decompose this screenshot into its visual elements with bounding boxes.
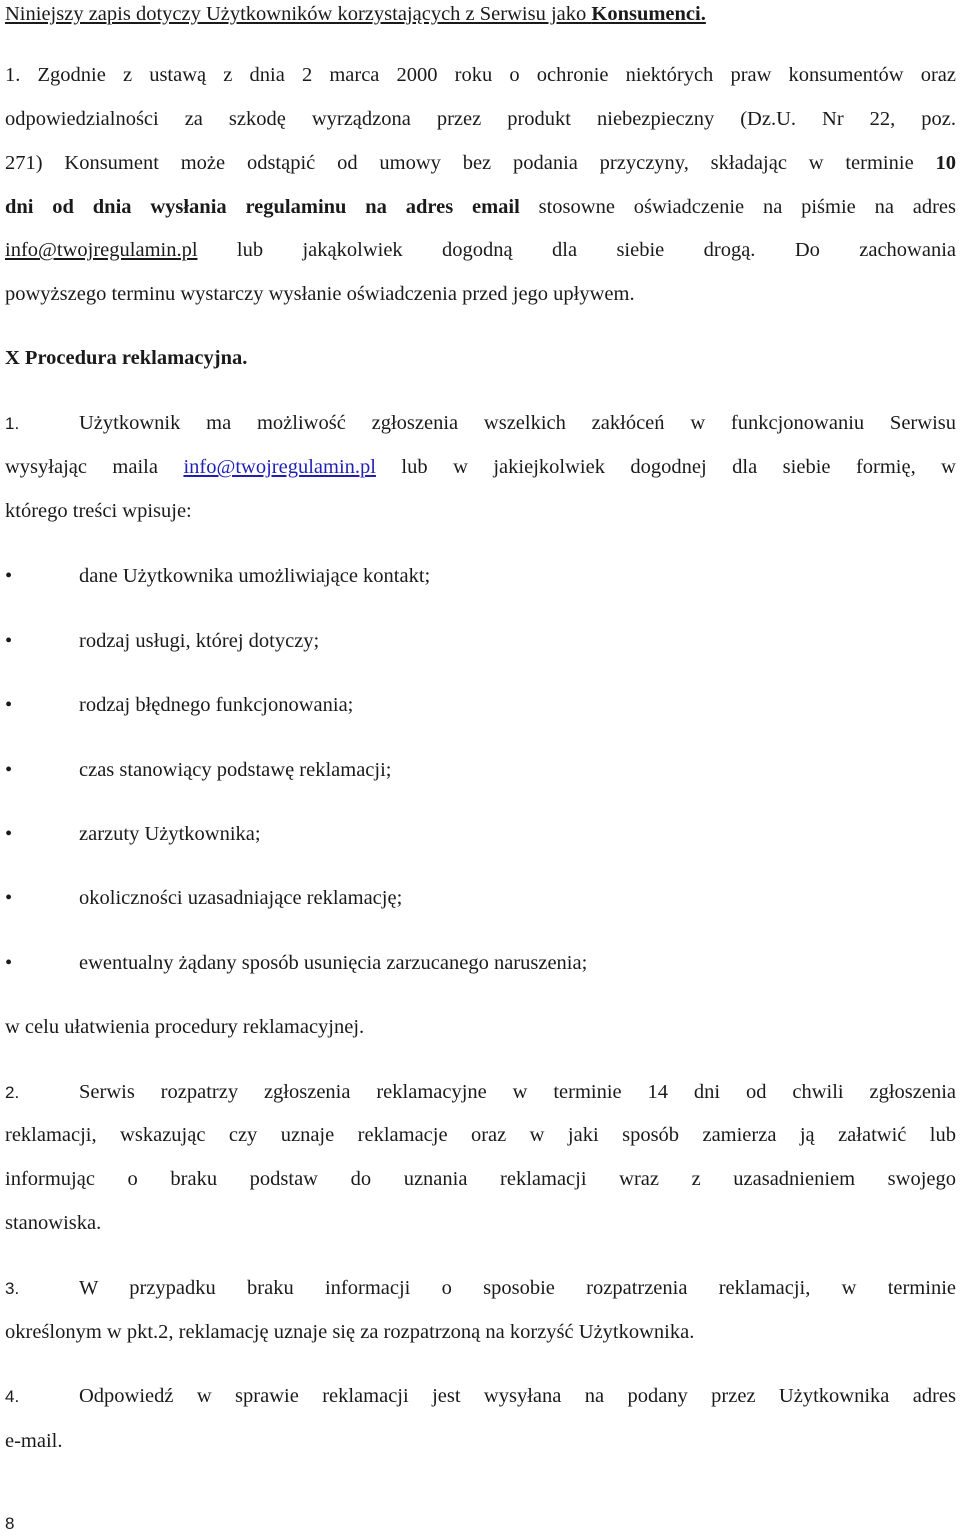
section1-line4-bold: dni od dnia wysłania regulaminu na adres email	[5, 196, 520, 218]
item4-line2	[5, 1427, 63, 1455]
item2-line4-text: stanowiska.	[5, 1212, 102, 1234]
item3-number: 3.	[5, 1279, 20, 1298]
item2-line2	[5, 1121, 956, 1149]
section1-line3	[5, 149, 956, 177]
item1-number: 1.	[5, 414, 20, 433]
item1-line3	[5, 497, 192, 525]
section1-line6	[5, 280, 635, 308]
section1-line2-text: odpowiedzialności za szkodę wyrządzona przez produkt niebezpieczny (Dz.U. Nr 22, poz.	[5, 108, 956, 130]
intro-prefix: Niniejszy zapis dotyczy Użytkowników korzystających z Serwisu jako	[5, 3, 592, 25]
section1-line3-text: 271) Konsument może odstąpić od umowy bez podania przyczyny, składając w terminie	[5, 152, 936, 174]
intro-bold: Konsumenci.	[591, 3, 706, 25]
item4-line1	[5, 1382, 956, 1411]
section-heading	[5, 344, 247, 372]
list-item-text: dane Użytkownika umożliwiające kontakt;	[79, 565, 431, 587]
after-bullets-text: w celu ułatwienia procedury reklamacyjnej.	[5, 1016, 365, 1038]
section1-line6-text: powyższego terminu wystarczy wysłanie oświadczenia przed jego upływem.	[5, 283, 635, 305]
list-item-text: czas stanowiący podstawę reklamacji;	[79, 759, 392, 781]
bullet-icon: •	[5, 759, 13, 781]
item3-line2	[5, 1318, 694, 1346]
item2-line4	[5, 1209, 101, 1237]
section1-line5	[5, 236, 956, 264]
item2-line2-text: reklamacji, wskazując czy uznaje reklamacje oraz w jaki sposób zamierza ją załatwić lub	[5, 1124, 956, 1146]
bullet-icon: •	[5, 823, 13, 845]
section1-email-link[interactable]: info@twojregulamin.pl	[5, 239, 198, 261]
bullet-icon: •	[5, 887, 13, 909]
list-item-text: okoliczności uzasadniające reklamację;	[79, 887, 403, 909]
section1-line3-bold: 10	[935, 152, 956, 174]
item4-line2-text: e-mail.	[5, 1430, 63, 1452]
item2-line1-text: Serwis rozpatrzy zgłoszenia reklamacyjne w terminie 14 dni od chwili zgłoszenia	[79, 1081, 956, 1103]
intro-text	[5, 3, 706, 25]
item4-line1-text: Odpowiedź w sprawie reklamacji jest wysyłana na podany przez Użytkownika adres	[79, 1385, 956, 1407]
section1-line1	[5, 61, 956, 89]
list-item-text: rodzaj błędnego funkcjonowania;	[79, 694, 354, 716]
section1-line4-text: stosowne oświadczenie na piśmie na adres	[519, 196, 956, 218]
list-item-text: ewentualny żądany sposób usunięcia zarzucanego naruszenia;	[79, 952, 588, 974]
intro-line	[5, 0, 706, 28]
bullet-icon: •	[5, 952, 13, 974]
item1-line2-text: wysyłając maila	[5, 456, 184, 478]
list-item-text: zarzuty Użytkownika;	[79, 823, 261, 845]
item1-email-link[interactable]: info@twojregulamin.pl	[183, 456, 376, 478]
list-item-text: rodzaj usługi, której dotyczy;	[79, 630, 320, 652]
item3-line1	[5, 1274, 956, 1303]
item1-line1-text: Użytkownik ma możliwość zgłoszenia wszelkich zakłóceń w funkcjonowaniu Serwisu	[79, 412, 956, 434]
item2-line1	[5, 1078, 956, 1107]
heading-text: X Procedura reklamacyjna.	[5, 347, 248, 369]
section1-line5-text: lub jakąkolwiek dogodną dla siebie drogą. Do zachowania	[197, 239, 956, 261]
bullet-icon: •	[5, 565, 13, 587]
bullet-icon: •	[5, 694, 13, 716]
item1-line2	[5, 453, 956, 481]
item1-line1	[5, 409, 956, 438]
item4-number: 4.	[5, 1387, 20, 1406]
item2-line3-text: informując o braku podstaw do uznania reklamacji wraz z uzasadnieniem swojego	[5, 1168, 956, 1190]
item1-line2-rest: lub w jakiejkolwiek dogodnej dla siebie formię, w	[375, 456, 956, 478]
page-number: 8	[5, 1514, 15, 1533]
item2-line3	[5, 1165, 956, 1193]
bullet-icon: •	[5, 630, 13, 652]
section1-number: 1.	[5, 64, 21, 86]
item3-line1-text: W przypadku braku informacji o sposobie rozpatrzenia reklamacji, w terminie	[79, 1277, 956, 1299]
item1-line3-text: którego treści wpisuje:	[5, 500, 192, 522]
item3-line2-text: określonym w pkt.2, reklamację uznaje się za rozpatrzoną na korzyść Użytkownika.	[5, 1321, 695, 1343]
after-bullets-line	[5, 1013, 364, 1041]
section1-line4	[5, 193, 956, 221]
section1-line1-text: Zgodnie z ustawą z dnia 2 marca 2000 roku o ochronie niektórych praw konsumentów oraz	[37, 64, 956, 86]
section1-line2	[5, 105, 956, 133]
item2-number: 2.	[5, 1083, 20, 1102]
